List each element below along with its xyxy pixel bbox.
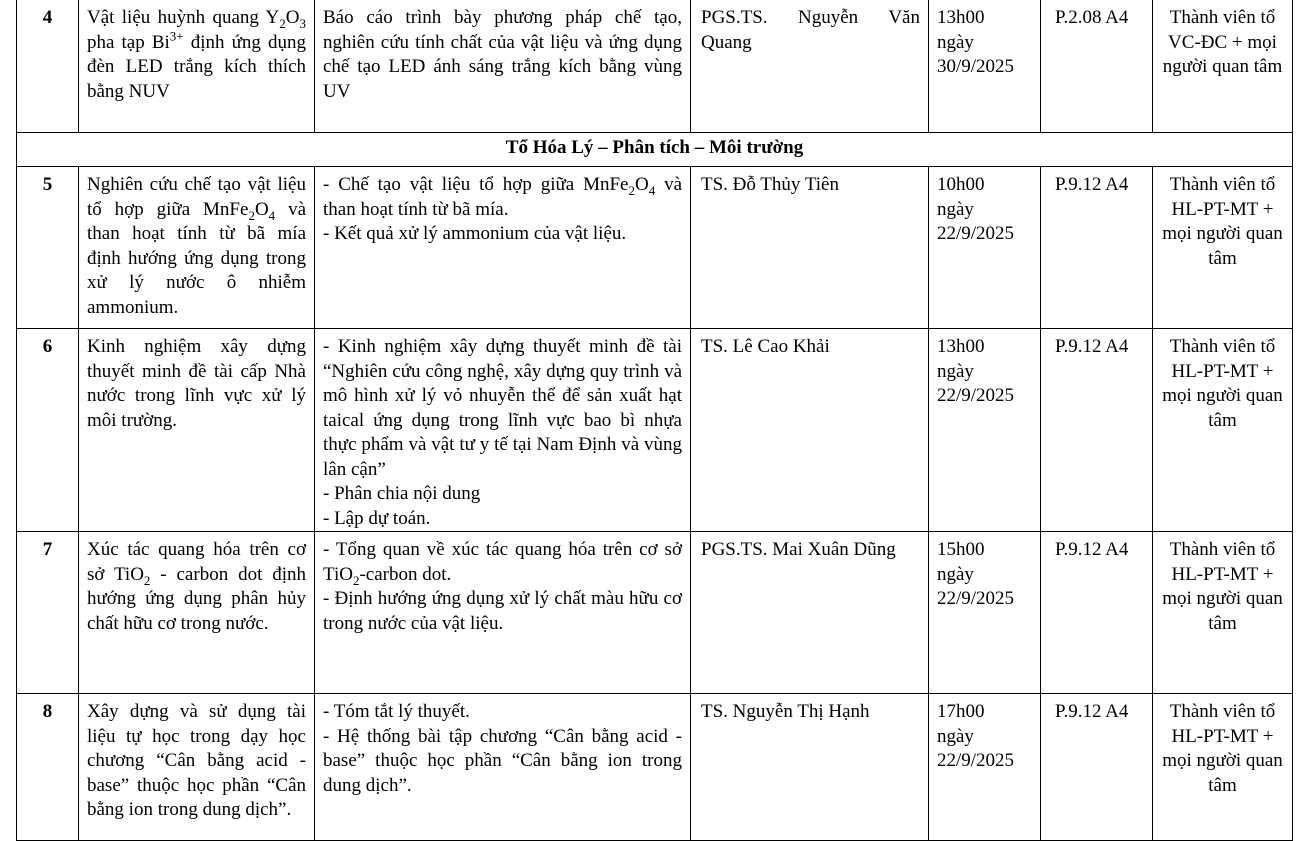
attendees: Thành viên tổ HL-PT-MT + mọi người quan tâm	[1153, 694, 1293, 841]
attendees: Thành viên tổ VC-ĐC + mọi người quan tâm	[1153, 0, 1293, 133]
table-row	[17, 532, 1293, 694]
session-time: 13h00 ngày 30/9/2025	[929, 0, 1041, 133]
section-row	[17, 133, 1293, 167]
table-row	[17, 329, 1293, 532]
row-number: 4	[17, 0, 79, 133]
seminar-schedule-table	[16, 0, 1293, 841]
topic-title: Nghiên cứu chế tạo vật liệu tổ hợp giữa $MnFe_2O_4$ và than hoạt tính từ bã mía định hướng ứng dụng trong xử lý nước ô nhiễm ammonium.	[79, 167, 315, 329]
room: P.2.08 A4	[1041, 0, 1153, 133]
topic-content: Báo cáo trình bày phương pháp chế tạo, nghiên cứu tính chất của vật liệu và ứng dụng chế tạo LED ánh sáng trắng kích bằng vùng UV	[315, 0, 691, 133]
table-row	[17, 694, 1293, 841]
topic-title: Kinh nghiệm xây dựng thuyết minh đề tài cấp Nhà nước trong lĩnh vực xử lý môi trường.	[79, 329, 315, 532]
topic-title: Xúc tác quang hóa trên cơ sở TiO$_2$ - carbon dot định hướng ứng dụng phân hủy chất hữu cơ trong nước.	[79, 532, 315, 694]
lecturer-name: TS. Đỗ Thủy Tiên	[691, 167, 929, 329]
room: P.9.12 A4	[1041, 167, 1153, 329]
row-number: 5	[17, 167, 79, 329]
topic-title: Vật liệu huỳnh quang $Y_2O_3$ pha tạp $Bi^{3+}$ định ứng dụng đèn LED trắng kích thích bằng NUV	[79, 0, 315, 133]
section-title: Tổ Hóa Lý – Phân tích – Môi trường	[17, 133, 1293, 167]
attendees: Thành viên tổ HL-PT-MT + mọi người quan tâm	[1153, 167, 1293, 329]
topic-content: - Kinh nghiệm xây dựng thuyết minh đề tài “Nghiên cứu công nghệ, xây dựng quy trình và mô hình xử lý vỏ nhuyễn thể để sản xuất hạt taical ứng dụng trong lĩnh vực bao bì nhựa thực phẩm và vật tư y tế tại Nam Định và vùng lân cận” - Phân chia nội dung - Lập dự toán.	[315, 329, 691, 532]
row-number: 8	[17, 694, 79, 841]
lecturer-name: PGS.TS. Mai Xuân Dũng	[691, 532, 929, 694]
session-time: 17h00 ngày 22/9/2025	[929, 694, 1041, 841]
row-number: 6	[17, 329, 79, 532]
attendees: Thành viên tổ HL-PT-MT + mọi người quan tâm	[1153, 532, 1293, 694]
session-time: 15h00 ngày 22/9/2025	[929, 532, 1041, 694]
room: P.9.12 A4	[1041, 329, 1153, 532]
lecturer-name: PGS.TS. Nguyễn Văn Quang	[691, 0, 929, 133]
lecturer-name: TS. Lê Cao Khải	[691, 329, 929, 532]
topic-content: - Chế tạo vật liệu tổ hợp giữa $MnFe_2O_4$ và than hoạt tính từ bã mía. - Kết quả xử lý ammonium của vật liệu.	[315, 167, 691, 329]
attendees: Thành viên tổ HL-PT-MT + mọi người quan tâm	[1153, 329, 1293, 532]
lecturer-name: TS. Nguyễn Thị Hạnh	[691, 694, 929, 841]
session-time: 13h00 ngày 22/9/2025	[929, 329, 1041, 532]
room: P.9.12 A4	[1041, 694, 1153, 841]
topic-content: - Tóm tắt lý thuyết. - Hệ thống bài tập chương “Cân bằng acid - base” thuộc học phần “Cân bằng ion trong dung dịch”.	[315, 694, 691, 841]
table-row	[17, 167, 1293, 329]
row-number: 7	[17, 532, 79, 694]
topic-title: Xây dựng và sử dụng tài liệu tự học trong dạy học chương “Cân bằng acid - base” thuộc học phần “Cân bằng ion trong dung dịch”.	[79, 694, 315, 841]
room: P.9.12 A4	[1041, 532, 1153, 694]
topic-content: - Tổng quan về xúc tác quang hóa trên cơ sở TiO$_2$-carbon dot. - Định hướng ứng dụng xử lý chất màu hữu cơ trong nước của vật liệu.	[315, 532, 691, 694]
session-time: 10h00 ngày 22/9/2025	[929, 167, 1041, 329]
table-row	[17, 0, 1293, 133]
